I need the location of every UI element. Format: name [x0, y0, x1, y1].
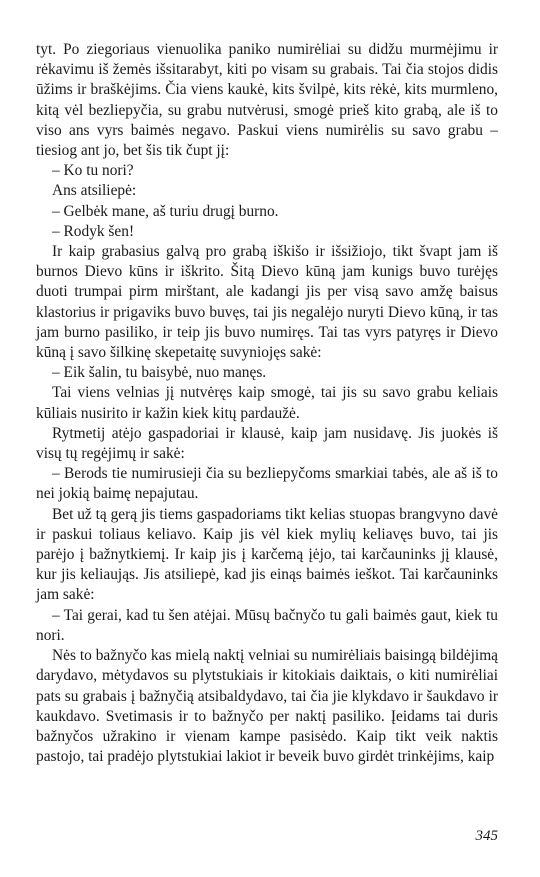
paragraph: Ans atsiliepė:: [52, 182, 137, 200]
paragraph: Tai viens velnias jį nutvėręs kaip smogė, tai jis su savo grabu keliais kūliais nusirito ir kažin kiek kitų pardaužė.: [36, 384, 498, 422]
paragraph: Ir kaip grabasius galvą pro grabą iškišo ir išsižiojo, tikt švapt jam iš burnos Dievo kūns ir iškrito. Šitą Dievo kūną jam kunigs buvo turėjęs duoti trumpai pirm mirštant, ale kadangi jis per visą savo amžę baisus klastorius ir prigaviks buvo buvęs, tai jis negalėjo nuryti Dievo kūną, ir tas jam burno pasiliko, ir teip jis buvo numiręs. Tai tas vyrs patyręs ir Dievo kūną į savo šilkinę skepetaitę suvyniojęs sakė:: [36, 243, 498, 362]
body-text: [36, 40, 498, 767]
paragraph: Rytmetij atėjo gaspadoriai ir klausė, kaip jam nusidavę. Jis juokės iš visų tų regėjimų ir sakė:: [36, 424, 498, 463]
paragraph: tyt. Po ziegoriaus vienuolika paniko numirėliai su didžu murmėjimu ir rėkavimu iš žemės išsitarabyt, kiti po visam su grabais. Tai čia stojos didis ūžims ir braškėjims. Čia viens kaukė, kits švilpė, kits rėkė, kits murmleno, kitą vėl bezliepyčia, su grabu nutvėrusi, smogė prieš kito grabą, ale iš to viso ans vyrs baimės negavo. Paskui viens numirėlis su savo grabu – tiesiog ant jo, bet šis tik čupt jį:: [36, 41, 498, 160]
paragraph: – Ko tu nori?: [52, 162, 134, 180]
paragraph: Bet už tą gerą jis tiems gaspadoriams tikt kelias stuopas brangvyno davė ir paskui toliaus keliavo. Kaip jis vėl kiek mylių keliavęs buvo, tai jis parėjo į bažnytkiemį. Ir kaip jis į karčemą įėjo, tai karčauninks jį klausė, kur jis keliaująs. Jis atsiliepė, kad jis einąs baimės ieškot. Tai karčauninks jam sakė:: [36, 505, 498, 604]
paragraph: – Eik šalin, tu baisybė, nuo manęs.: [52, 364, 267, 382]
paragraph: – Tai gerai, kad tu šen atėjai. Mūsų bačnyčo tu gali baimės gaut, kiek tu nori.: [36, 606, 498, 644]
paragraph: Nės to bažnyčo kas mielą naktį velniai su numirėliais baisingą bildėjimą darydavo, mėtydavos su plytstukiais ir kitokiais daiktais, o kiti numirėliai pats su grabais į bažnyčią atsibaldydavo, tai čia jie klykdavo ir šaukdavo ir kaukdavo. Svetimasis ir to bažnyčo per naktį pasiliko. Įeidams tai duris bažnyčos užrakino ir vienam kampe pasisėdo. Kaip tikt veik naktis pastojo, tai pradėjo plytstukiai lakiot ir beveik buvo girdėt trinkėjims, kaip: [36, 647, 498, 766]
paragraph: – Gelbėk mane, aš turiu drugį burno.: [52, 202, 279, 220]
paragraph: – Rodyk šen!: [52, 222, 135, 240]
page-number: 345: [475, 828, 498, 844]
paragraph: – Berods tie numirusieji čia su bezliepyčoms smarkiai tabės, ale aš iš to nei jokią baimę nepajutau.: [36, 465, 498, 503]
